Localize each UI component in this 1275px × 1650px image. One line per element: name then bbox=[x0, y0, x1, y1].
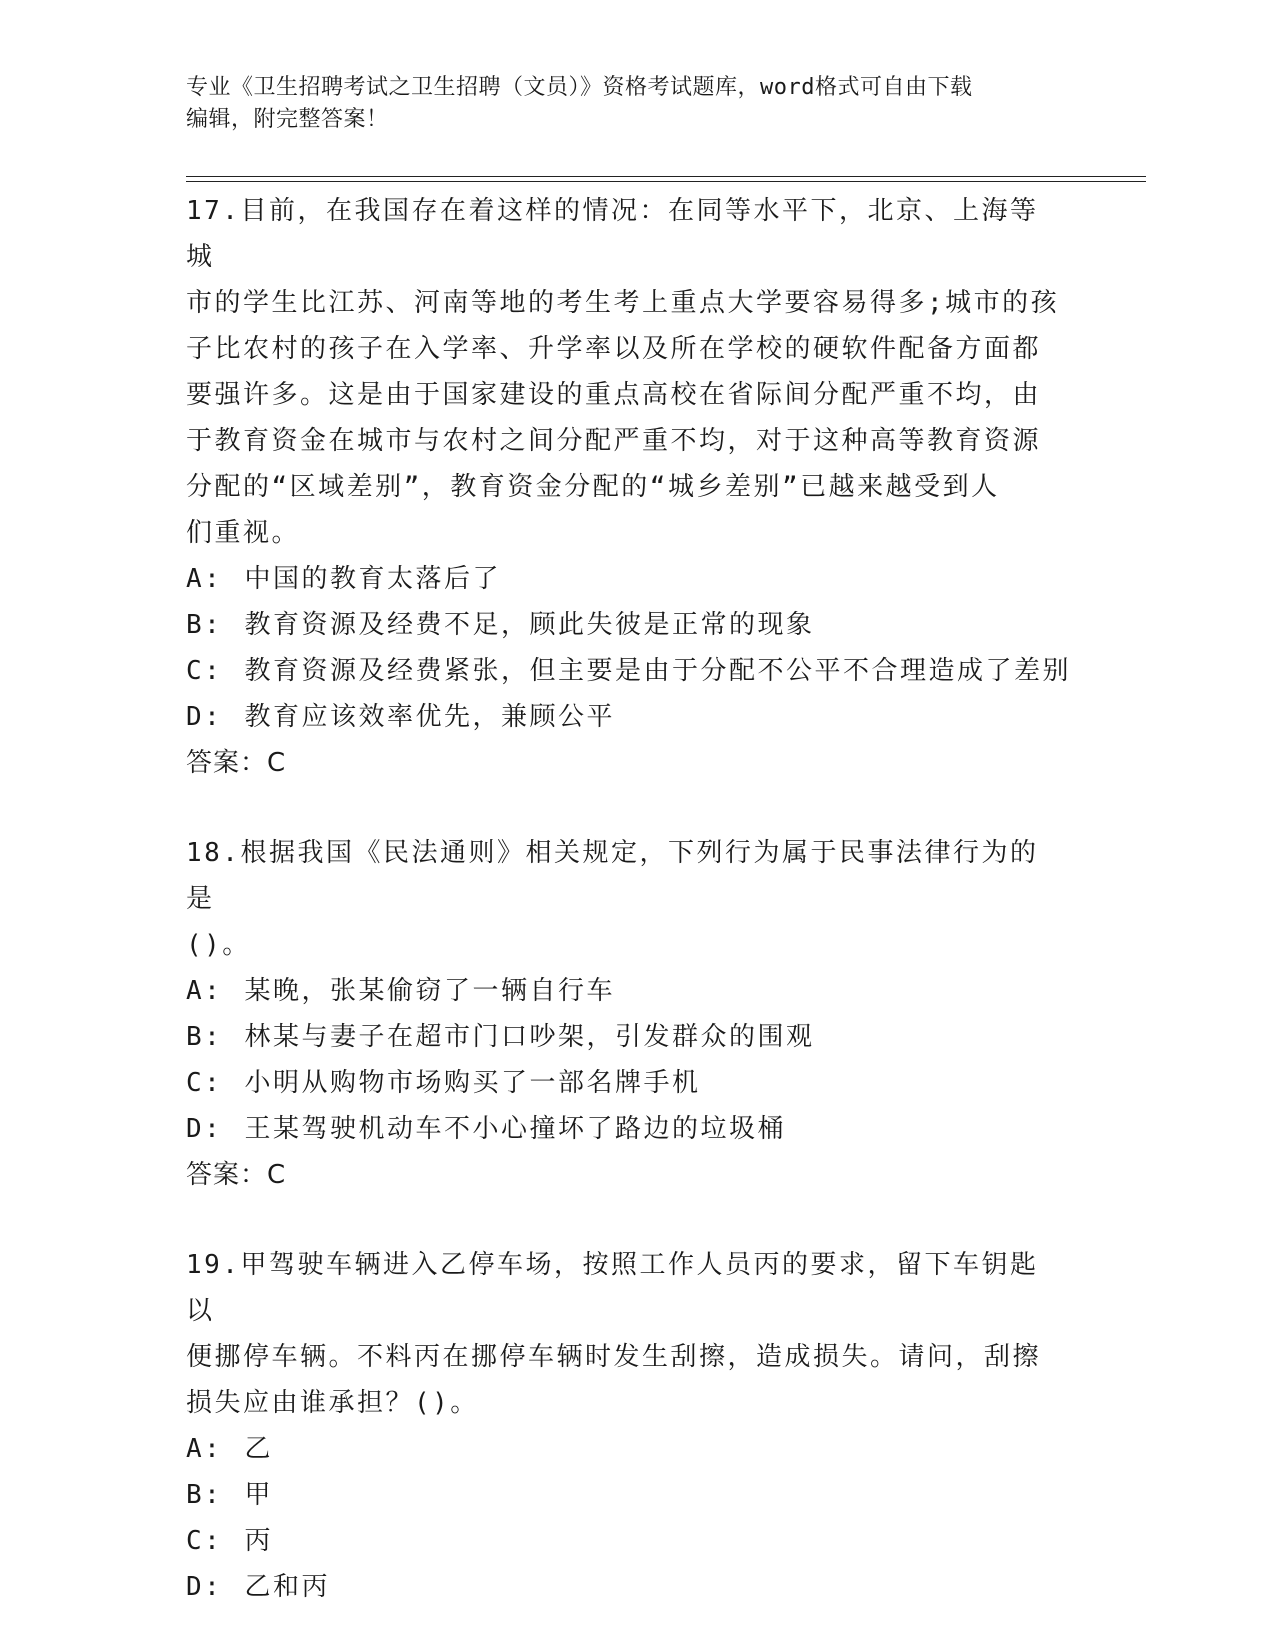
question-stem-line: 18.根据我国《民法通则》相关规定，下列行为属于民事法律行为的是 bbox=[186, 838, 1039, 914]
question-stem-line: ()。 bbox=[186, 930, 251, 960]
option-letter: D: bbox=[186, 1114, 223, 1144]
question-spacer bbox=[186, 786, 1066, 830]
option-text: 某晚，张某偷窃了一辆自行车 bbox=[244, 976, 615, 1006]
option-d bbox=[186, 1564, 1066, 1610]
option-c bbox=[186, 1518, 1066, 1564]
option-letter: B: bbox=[186, 1022, 223, 1052]
option-b bbox=[186, 1014, 1066, 1060]
header-line-1: 专业《卫生招聘考试之卫生招聘（文员）》资格考试题库，word格式可自由下载 bbox=[186, 75, 973, 100]
option-letter: D: bbox=[186, 702, 223, 732]
option-text: 王某驾驶机动车不小心撞坏了路边的垃圾桶 bbox=[244, 1114, 786, 1144]
question-stem-line: 于教育资金在城市与农村之间分配严重不均，对于这种高等教育资源 bbox=[186, 426, 1042, 456]
question-stem-line: 便挪停车辆。不料丙在挪停车辆时发生刮擦，造成损失。请问，刮擦 bbox=[186, 1342, 1042, 1372]
option-text: 小明从购物市场购买了一部名牌手机 bbox=[244, 1068, 701, 1098]
option-d bbox=[186, 1106, 1066, 1152]
option-letter: B: bbox=[186, 610, 223, 640]
option-letter: A: bbox=[186, 564, 223, 594]
question-list bbox=[186, 188, 1071, 1610]
question-stem-line: 要强许多。这是由于国家建设的重点高校在省际间分配严重不均，由 bbox=[186, 380, 1042, 410]
question-17 bbox=[186, 188, 1071, 786]
option-text: 乙 bbox=[244, 1434, 273, 1464]
option-text: 中国的教育太落后了 bbox=[244, 564, 501, 594]
option-d bbox=[186, 694, 1066, 740]
option-b bbox=[186, 602, 1066, 648]
option-text: 教育资源及经费紧张，但主要是由于分配不公平不合理造成了差别 bbox=[244, 656, 1071, 686]
option-letter: A: bbox=[186, 1434, 223, 1464]
option-text: 教育应该效率优先，兼顾公平 bbox=[244, 702, 615, 732]
header-divider-top bbox=[186, 176, 1146, 177]
option-a bbox=[186, 556, 1066, 602]
question-stem-line: 17.目前，在我国存在着这样的情况：在同等水平下，北京、上海等城 bbox=[186, 196, 1039, 272]
document-header bbox=[186, 72, 1086, 136]
question-stem-line: 损失应由谁承担？()。 bbox=[186, 1388, 479, 1418]
option-text: 丙 bbox=[244, 1526, 273, 1556]
question-stem-line: 市的学生比江苏、河南等地的考生考上重点大学要容易得多;城市的孩 bbox=[186, 288, 1060, 318]
option-c bbox=[186, 1060, 1066, 1106]
option-a bbox=[186, 968, 1066, 1014]
question-18 bbox=[186, 830, 1066, 1198]
option-text: 乙和丙 bbox=[244, 1572, 330, 1602]
option-letter: C: bbox=[186, 656, 223, 686]
question-stem-line: 分配的“区域差别”，教育资金分配的“城乡差别”已越来越受到人 bbox=[186, 472, 1000, 502]
question-stem-line: 们重视。 bbox=[186, 518, 301, 548]
answer-line: 答案：C bbox=[186, 1160, 287, 1190]
option-letter: C: bbox=[186, 1526, 223, 1556]
option-a bbox=[186, 1426, 1066, 1472]
answer-line: 答案：C bbox=[186, 748, 287, 778]
header-line-2: 编辑，附完整答案！ bbox=[186, 107, 389, 132]
option-letter: C: bbox=[186, 1068, 223, 1098]
option-text: 甲 bbox=[244, 1480, 273, 1510]
option-b bbox=[186, 1472, 1066, 1518]
option-text: 教育资源及经费不足，顾此失彼是正常的现象 bbox=[244, 610, 815, 640]
option-letter: A: bbox=[186, 976, 223, 1006]
question-spacer bbox=[186, 1198, 1066, 1242]
option-text: 林某与妻子在超市门口吵架，引发群众的围观 bbox=[244, 1022, 815, 1052]
option-letter: B: bbox=[186, 1480, 223, 1510]
question-stem-line: 子比农村的孩子在入学率、升学率以及所在学校的硬软件配备方面都 bbox=[186, 334, 1042, 364]
question-stem-line: 19.甲驾驶车辆进入乙停车场，按照工作人员丙的要求，留下车钥匙以 bbox=[186, 1250, 1039, 1326]
option-letter: D: bbox=[186, 1572, 223, 1602]
option-c bbox=[186, 648, 1071, 694]
header-divider-bottom bbox=[186, 181, 1146, 182]
question-19 bbox=[186, 1242, 1066, 1610]
